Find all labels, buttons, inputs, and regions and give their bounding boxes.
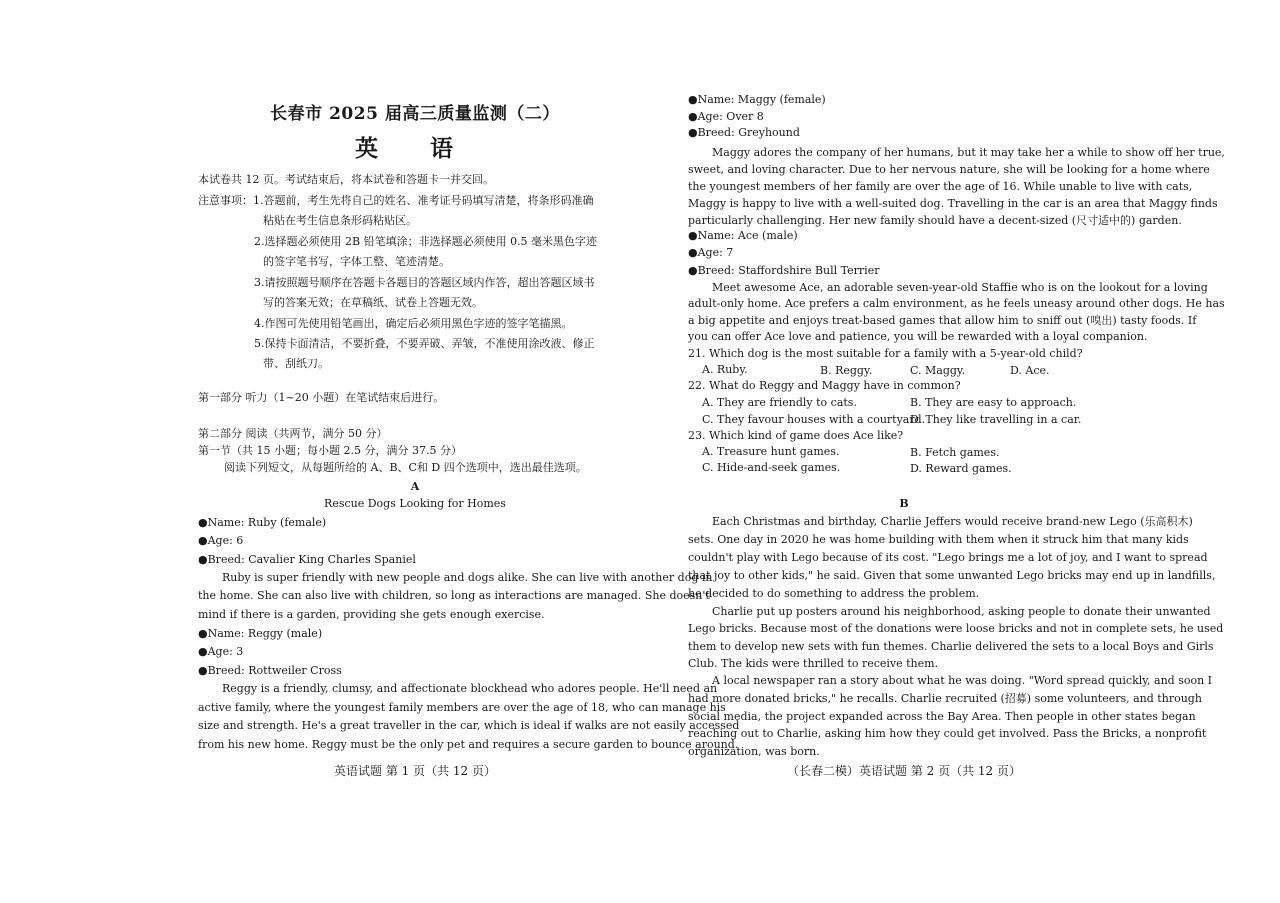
ace-text-line: a big appetite and enjoys treat-based games that allow him to sniff out (嗅出) tasty foods. If <box>688 314 1197 327</box>
ace-text-line: adult-only home. Ace prefers a calm environment, as he feels uneasy around other dogs. He has <box>688 297 1225 310</box>
maggy-text-line: the youngest members of her family are over the age of 16. While unable to live with cats, <box>688 180 1193 193</box>
reggy-text-line: size and strength. He's a great traveller in the car, which is ideal if walks are not easily accessed <box>198 719 740 732</box>
reggy-text-line: from his new home. Reggy must be the only pet and requires a secure garden to bounce around. <box>198 738 739 751</box>
q21-option-c: C. Maggy. <box>910 364 966 377</box>
q22-option-d: D. They like travelling in a car. <box>910 413 1082 426</box>
directions: 阅读下列短文，从每题所给的 A、B、C和 D 四个选项中，选出最佳选项。 <box>224 461 587 474</box>
passage-b-line: A local newspaper ran a story about what he was doing. "Word spread quickly, and soon I <box>712 674 1213 687</box>
passage-b-line: sets. One day in 2020 he was home building with them when it struck him that many kids <box>688 533 1189 546</box>
maggy-text-line: particularly challenging. Her new family should have a decent-sized (尺寸适中的) garden. <box>688 214 1182 227</box>
passage-label: A <box>410 480 420 493</box>
section1-heading: 第一节（共 15 小题；每小题 2.5 分，满分 37.5 分） <box>198 444 462 457</box>
instruction-line: 粘贴在考生信息条形码粘贴区。 <box>263 214 417 227</box>
question-23: 23. Which kind of game does Ace like? <box>688 429 904 442</box>
subject-title: 英 语 <box>354 135 475 162</box>
passage-title: Rescue Dogs Looking for Homes <box>324 497 506 510</box>
maggy-text-line: Maggy is happy to live with a well-suited dog. Travelling in the car is an area that Maggy finds <box>688 197 1218 210</box>
maggy-text-line: Maggy adores the company of her humans, but it may take her a while to show off her true, <box>712 146 1225 159</box>
ruby-age: ●Age: 6 <box>198 534 244 547</box>
part2-heading: 第二部分 阅读（共两节，满分 50 分） <box>198 427 388 440</box>
page-footer: （长春二模）英语试题 第 2 页（共 12 页） <box>787 764 1021 778</box>
passage-b-line: Lego bricks. Because most of the donations were loose bricks and not in complete sets, he used <box>688 622 1224 635</box>
passage-b-line: couldn't play with Lego because of its cost. "Lego brings me a lot of joy, and I want to spread <box>688 551 1208 564</box>
passage-b-line: social media, the project expanded across the Bay Area. Then people in other states began <box>688 710 1196 723</box>
instruction-line: 带、刮纸刀。 <box>263 357 329 370</box>
ace-name: ●Name: Ace (male) <box>688 229 798 242</box>
reggy-age: ●Age: 3 <box>198 645 244 658</box>
page-footer: 英语试题 第 1 页（共 12 页） <box>334 764 496 778</box>
passage-b-line: had more donated bricks," he recalls. Charlie recruited (招募) some volunteers, and through <box>688 692 1202 705</box>
instruction-line: 3.请按照题号顺序在答题卡各题目的答题区域内作答，超出答题区域书 <box>254 276 595 289</box>
instruction-line: 写的答案无效；在草稿纸、试卷上答题无效。 <box>263 296 483 309</box>
instruction-line: 5.保持卡面清洁，不要折叠，不要弄破、弄皱，不准使用涂改液、修正 <box>254 337 595 350</box>
maggy-age: ●Age: Over 8 <box>688 110 764 123</box>
q23-option-b: B. Fetch games. <box>910 446 1000 459</box>
maggy-text-line: sweet, and loving character. Due to her nervous nature, she will be looking for a home where <box>688 163 1210 176</box>
q22-option-c: C. They favour houses with a courtyard. <box>702 413 926 426</box>
passage-b-label: B <box>899 497 909 510</box>
instruction-line: 的签字笔书写，字体工整、笔迹清楚。 <box>263 255 450 268</box>
instruction-line: 4.作图可先使用铅笔画出，确定后必须用黑色字迹的签字笔描黑。 <box>254 317 573 330</box>
q21-option-b: B. Reggy. <box>820 364 873 377</box>
ruby-breed: ●Breed: Cavalier King Charles Spaniel <box>198 553 416 566</box>
passage-b-line: them to develop new sets with fun themes. Charlie delivered the sets to a local Boys and Girls <box>688 640 1214 653</box>
maggy-breed: ●Breed: Greyhound <box>688 126 800 139</box>
q22-option-a: A. They are friendly to cats. <box>702 396 857 409</box>
instruction-line: 注意事项：1.答题前，考生先将自己的姓名、准考证号码填写清楚，将条形码准确 <box>198 194 594 207</box>
ace-age: ●Age: 7 <box>688 246 734 259</box>
passage-b-line: Each Christmas and birthday, Charlie Jeffers would receive brand-new Lego (乐高积木) <box>712 515 1193 528</box>
q23-option-c: C. Hide-and-seek games. <box>702 461 841 474</box>
passage-b-line: Charlie put up posters around his neighborhood, asking people to donate their unwanted <box>712 605 1211 618</box>
reggy-text-line: Reggy is a friendly, clumsy, and affectionate blockhead who adores people. He'll need an <box>222 682 718 695</box>
passage-b-line: organization, was born. <box>688 745 820 758</box>
q21-option-d: D. Ace. <box>1010 364 1050 377</box>
instruction-line: 2.选择题必须使用 2B 铅笔填涂；非选择题必须使用 0.5 毫米黑色字迹 <box>254 235 598 248</box>
ruby-text-line: Ruby is super friendly with new people and dogs alike. She can live with another dog in <box>222 571 713 584</box>
ace-breed: ●Breed: Staffordshire Bull Terrier <box>688 264 880 277</box>
exam-title: 长春市 2025 届高三质量监测（二） <box>270 104 560 124</box>
reggy-text-line: active family, where the youngest family members are over the age of 18, who can manage his <box>198 701 726 714</box>
ruby-name: ●Name: Ruby (female) <box>198 516 327 529</box>
q21-option-a: A. Ruby. <box>702 363 748 376</box>
passage-b-line: that joy to other kids," he said. Given that some unwanted Lego bricks may end up in landfills, <box>688 569 1216 582</box>
passage-b-line: reaching out to Charlie, asking him how they could get involved. Pass the Bricks, a nonprofit <box>688 727 1207 740</box>
question-21: 21. Which dog is the most suitable for a family with a 5-year-old child? <box>688 347 1083 360</box>
passage-b-line: he decided to do something to address the problem. <box>688 587 980 600</box>
instruction-line: 本试卷共 12 页。考试结束后，将本试卷和答题卡一并交回。 <box>198 173 494 186</box>
q23-option-d: D. Reward games. <box>910 462 1012 475</box>
reggy-breed: ●Breed: Rottweiler Cross <box>198 664 342 677</box>
right-page <box>688 0 1225 903</box>
ruby-text-line: mind if there is a garden, providing she gets enough exercise. <box>198 608 545 621</box>
ace-text-line: Meet awesome Ace, an adorable seven-year-old Staffie who is on the lookout for a loving <box>712 281 1208 294</box>
q23-option-a: A. Treasure hunt games. <box>702 445 840 458</box>
ace-text-line: you can offer Ace love and patience, you will be rewarded with a loyal companion. <box>688 330 1148 343</box>
q22-option-b: B. They are easy to approach. <box>910 396 1077 409</box>
ruby-text-line: the home. She can also live with children, so long as interactions are managed. She doesn't <box>198 589 710 602</box>
part1-heading: 第一部分 听力（1~20 小题）在笔试结束后进行。 <box>198 391 445 404</box>
maggy-name: ●Name: Maggy (female) <box>688 93 826 106</box>
reggy-name: ●Name: Reggy (male) <box>198 627 323 640</box>
question-22: 22. What do Reggy and Maggy have in common? <box>688 379 961 392</box>
passage-b-line: Club. The kids were thrilled to receive them. <box>688 657 939 670</box>
